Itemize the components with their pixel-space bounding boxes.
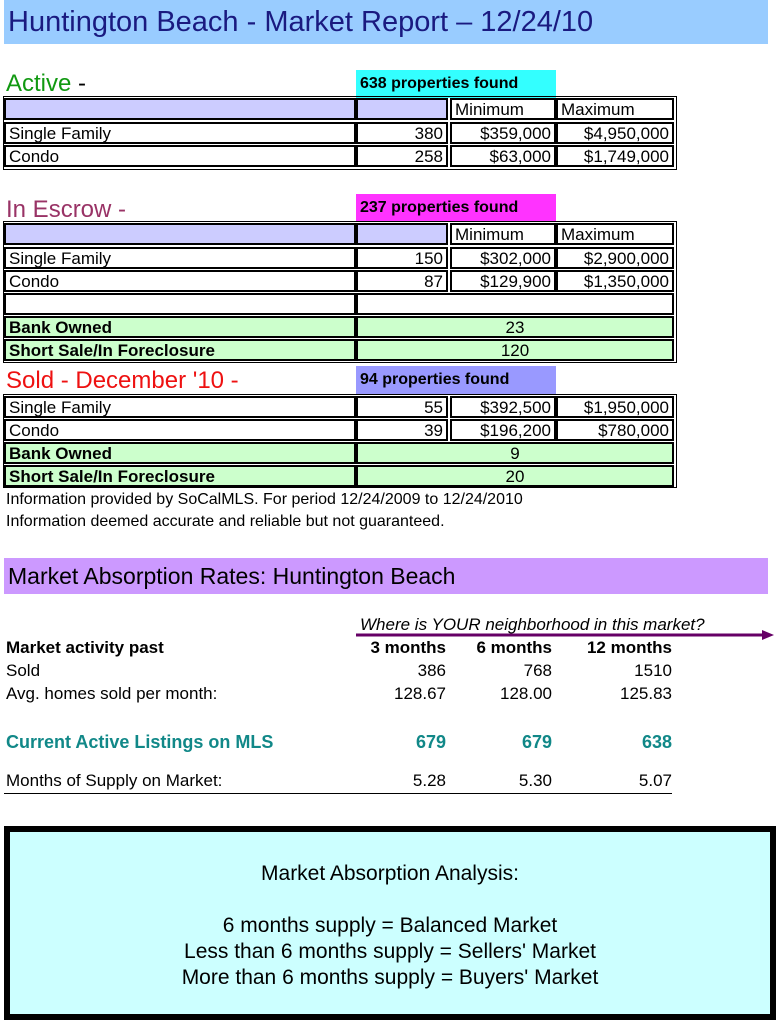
active-row-condo-type: Condo	[4, 145, 356, 167]
active-row-condo-max: $1,749,000	[556, 145, 674, 167]
analysis-balanced: 6 months supply = Balanced Market	[222, 914, 558, 937]
supply-row-label: Months of Supply on Market:	[6, 771, 223, 790]
supply-6m: 5.30	[518, 771, 552, 790]
sold-bank-owned-value: 9	[356, 442, 674, 464]
active-dash: -	[71, 70, 87, 97]
disclaimer-note: Information deemed accurate and reliable but not guaranteed.	[6, 513, 445, 530]
sold-row-condo-max: $780,000	[556, 419, 674, 441]
sold-found-badge: 94 properties found	[356, 366, 556, 394]
source-note: Information provided by SoCalMLS. For period 12/24/2009 to 12/24/2010	[6, 491, 523, 508]
active-section-label	[6, 70, 86, 98]
sold-row-label: Sold	[6, 661, 41, 680]
active-3m: 679	[415, 732, 446, 752]
sold-section-label: Sold - December '10 -	[6, 367, 239, 394]
page-title: Huntington Beach - Market Report – 12/24/10	[4, 0, 768, 44]
escrow-header-min: Minimum	[450, 223, 556, 245]
sold-short-sale-label: Short Sale/In Foreclosure	[4, 465, 356, 487]
active-header-count	[356, 98, 448, 120]
period-3-months: 3 months	[370, 638, 446, 657]
escrow-header-count	[356, 223, 448, 245]
sold-row-sf-type: Single Family	[4, 396, 356, 418]
escrow-row-sf-type: Single Family	[4, 247, 356, 269]
sold-bank-owned-label: Bank Owned	[4, 442, 356, 464]
absorption-title-bar: Market Absorption Rates: Huntington Beach	[4, 558, 768, 594]
sold-3m: 386	[417, 661, 446, 680]
active-row-sf-min: $359,000	[450, 122, 556, 144]
sold-12m: 1510	[634, 661, 672, 680]
analysis-sellers: Less than 6 months supply = Sellers' Market	[184, 940, 596, 963]
escrow-row-condo-count: 87	[356, 270, 448, 292]
supply-3m: 5.28	[412, 771, 446, 790]
escrow-header-type	[4, 223, 356, 245]
avg-12m: 125.83	[620, 684, 672, 703]
active-row-sf-count: 380	[356, 122, 448, 144]
escrow-bank-owned-label: Bank Owned	[4, 316, 356, 338]
active-row-sf-max: $4,950,000	[556, 122, 674, 144]
sold-row-condo-type: Condo	[4, 419, 356, 441]
active-header-min: Minimum	[450, 98, 556, 120]
escrow-row-condo-max: $1,350,000	[556, 270, 674, 292]
active-label: Active	[6, 70, 72, 97]
sold-6m: 768	[523, 661, 552, 680]
current-active-label: Current Active Listings on MLS	[6, 732, 274, 752]
escrow-blank-row-left	[4, 293, 356, 315]
sold-row-sf-min: $392,500	[450, 396, 556, 418]
analysis-heading: Market Absorption Analysis:	[261, 862, 519, 885]
sold-row-sf-max: $1,950,000	[556, 396, 674, 418]
escrow-row-sf-count: 150	[356, 247, 448, 269]
avg-row-label: Avg. homes sold per month:	[6, 684, 218, 703]
active-6m: 679	[521, 732, 552, 752]
escrow-row-sf-min: $302,000	[450, 247, 556, 269]
period-12-months: 12 months	[586, 638, 672, 657]
avg-3m: 128.67	[394, 684, 446, 703]
sold-row-condo-count: 39	[356, 419, 448, 441]
active-row-condo-min: $63,000	[450, 145, 556, 167]
market-activity-header: Market activity past	[6, 638, 164, 657]
supply-underline	[4, 793, 672, 794]
supply-12m: 5.07	[638, 771, 672, 790]
escrow-short-sale-value: 120	[356, 339, 674, 361]
avg-6m: 128.00	[500, 684, 552, 703]
escrow-row-condo-min: $129,900	[450, 270, 556, 292]
escrow-blank-row-right	[356, 293, 674, 315]
escrow-header-max: Maximum	[556, 223, 674, 245]
active-row-condo-count: 258	[356, 145, 448, 167]
escrow-short-sale-label: Short Sale/In Foreclosure	[4, 339, 356, 361]
active-row-sf-type: Single Family	[4, 122, 356, 144]
active-header-max: Maximum	[556, 98, 674, 120]
active-12m: 638	[641, 732, 672, 752]
escrow-row-sf-max: $2,900,000	[556, 247, 674, 269]
absorption-analysis-box	[4, 826, 776, 1020]
escrow-row-condo-type: Condo	[4, 270, 356, 292]
active-header-type	[4, 98, 356, 120]
sold-row-condo-min: $196,200	[450, 419, 556, 441]
escrow-found-badge: 237 properties found	[356, 194, 556, 222]
sold-short-sale-value: 20	[356, 465, 674, 487]
escrow-section-label: In Escrow -	[6, 196, 127, 223]
active-found-badge: 638 properties found	[356, 70, 556, 98]
analysis-buyers: More than 6 months supply = Buyers' Market	[181, 966, 599, 989]
escrow-bank-owned-value: 23	[356, 316, 674, 338]
neighborhood-question: Where is YOUR neighborhood in this market?	[360, 615, 705, 634]
sold-row-sf-count: 55	[356, 396, 448, 418]
period-6-months: 6 months	[476, 638, 552, 657]
